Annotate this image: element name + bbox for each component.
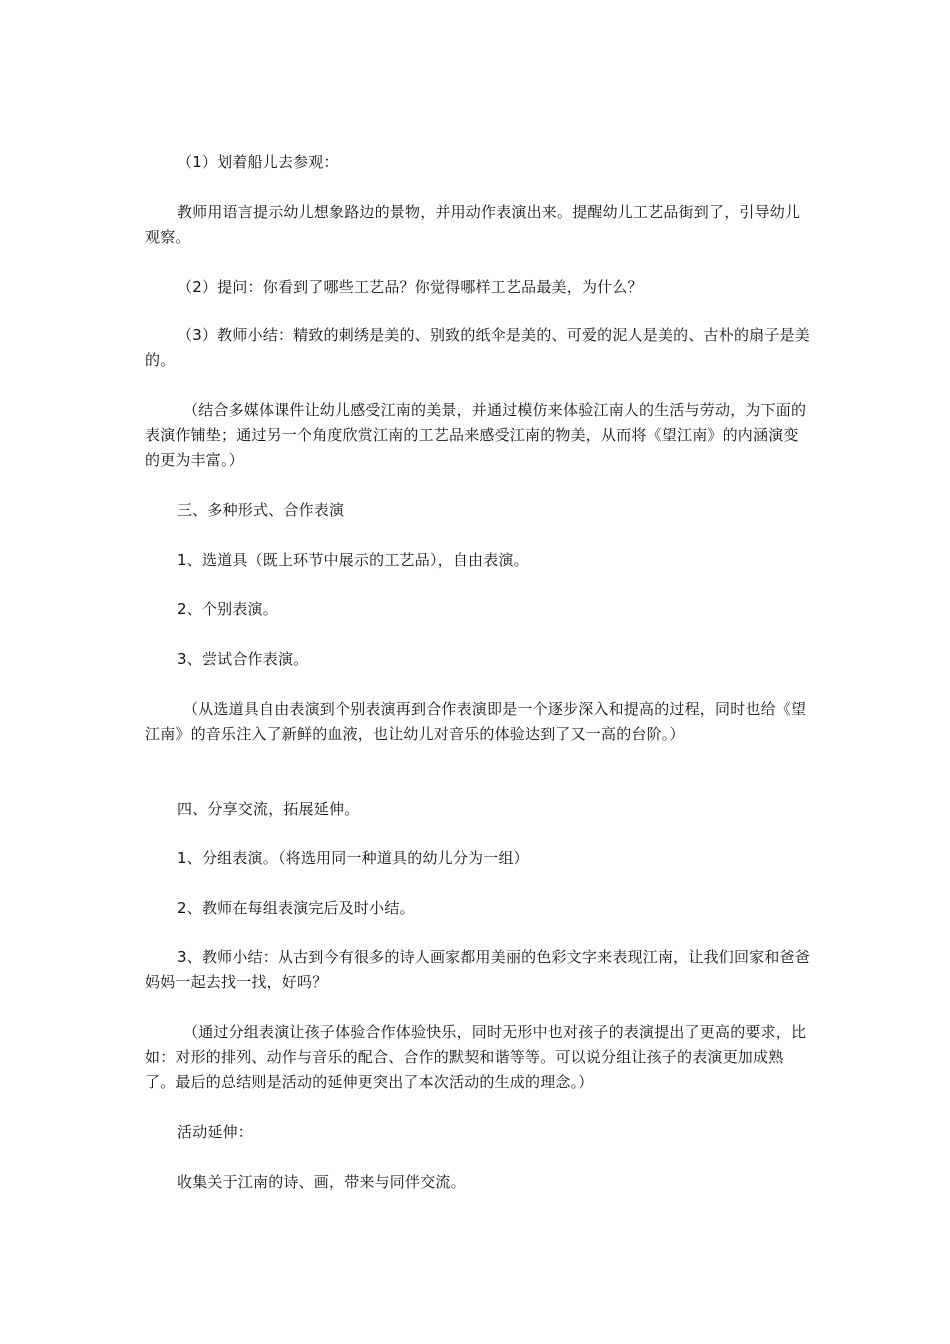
paragraph-13: 2、教师在每组表演完后及时小结。 [177, 899, 415, 917]
paragraph-4: （3）教师小结：精致的刺绣是美的、别致的纸伞是美的、可爱的泥人是美的、古朴的扇子是美的。 [145, 326, 810, 369]
paragraph-12: 1、分组表演。（将选用同一种道具的幼儿分为一组） [177, 849, 529, 867]
paragraph-8: 2、个别表演。 [177, 600, 278, 618]
paragraph-1: （1）划着船儿去参观： [177, 153, 339, 171]
extension-heading: 活动延伸： [177, 1123, 254, 1141]
paragraph-14: 3、教师小结：从古到今有很多的诗人画家都用美丽的色彩文字来表现江南，让我们回家和爸爸妈妈一起去找一找，好吗？ [145, 948, 810, 991]
paragraph-15: （通过分组表演让孩子体验合作体验快乐，同时无形中也对孩子的表演提出了更高的要求，比如：对形的排列、动作与音乐的配合、合作的默契和谐等等。可以说分组让孩子的表演更加成熟了。最后的总结则是活动的延伸更突出了本次活动的生成的理念。） [145, 1023, 807, 1091]
paragraph-2: 教师用语言提示幼儿想象路边的景物，并用动作表演出来。提醒幼儿工艺品街到了，引导幼儿观察。 [145, 203, 801, 246]
paragraph-3: （2）提问：你看到了哪些工艺品？你觉得哪样工艺品最美，为什么？ [177, 278, 643, 296]
section-heading-3: 三、多种形式、合作表演 [177, 501, 345, 519]
paragraph-17: 收集关于江南的诗、画，带来与同伴交流。 [177, 1173, 466, 1191]
paragraph-7: 1、选道具（既上环节中展示的工艺品），自由表演。 [177, 551, 529, 569]
paragraph-9: 3、尝试合作表演。 [177, 650, 309, 668]
paragraph-5: （结合多媒体课件让幼儿感受江南的美景，并通过模仿来体验江南人的生活与劳动，为下面的表演作铺垫；通过另一个角度欣赏江南的工艺品来感受江南的物美，从而将《望江南》的内涵演变的更为丰富。） [145, 401, 807, 469]
section-heading-4: 四、分享交流，拓展延伸。 [177, 800, 360, 818]
paragraph-10: （从选道具自由表演到个别表演再到合作表演即是一个逐步深入和提高的过程，同时也给《望江南》的音乐注入了新鲜的血液，也让幼儿对音乐的体验达到了又一高的台阶。） [145, 700, 807, 743]
